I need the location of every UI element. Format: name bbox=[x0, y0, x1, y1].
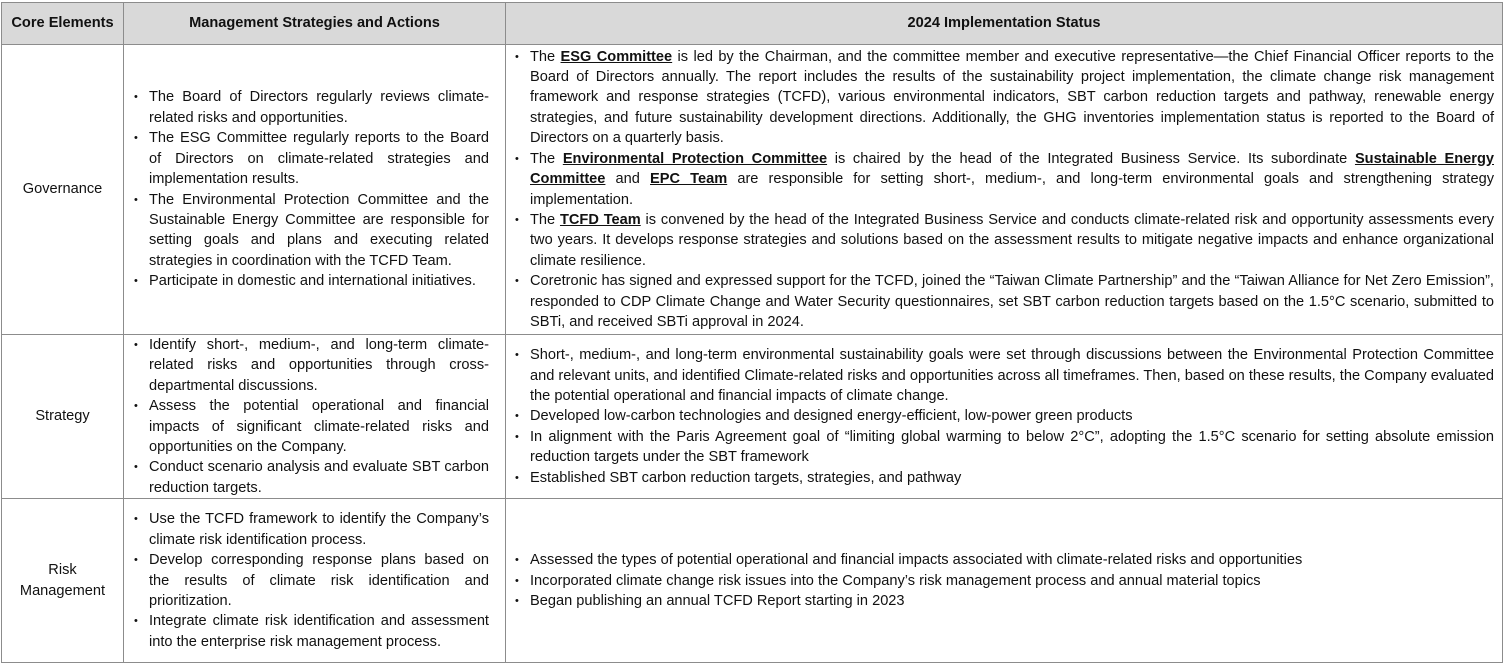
management-list bbox=[132, 509, 489, 652]
list-item: • Assessed the types of potential operational and financial impacts associated with climate-related risks and opportunities bbox=[513, 550, 1494, 570]
list-item: • Develop corresponding response plans based on the results of climate risk identification and prioritization. bbox=[132, 550, 489, 611]
list-item: • The ESG Committee is led by the Chairman, and the committee member and executive representative—the Chief Financial Officer reports to the Board of Directors annually. The report includes the results of the sustainability project implementation, the climate change risk management framework and response strategies (TCFD), various environmental indicators, SBT carbon reduction targets and pathway, renewable energy strategies, and future sustainability development directions. Additionally, the GHG inventories implementation status is reported to the Board of Directors on a quarterly basis. bbox=[513, 47, 1494, 149]
list-item: • Use the TCFD framework to identify the Company’s climate risk identification process. bbox=[132, 509, 489, 550]
status-list bbox=[513, 345, 1494, 488]
list-item: • Participate in domestic and international initiatives. bbox=[132, 271, 489, 291]
core-element-cell: Governance bbox=[2, 45, 124, 335]
list-item: • The Board of Directors regularly reviews climate-related risks and opportunities. bbox=[132, 87, 489, 128]
table-row-risk-management bbox=[2, 499, 1503, 663]
status-cell bbox=[506, 335, 1503, 499]
list-item: • Identify short-, medium-, and long-term climate-related risks and opportunities through cross-departmental discussions. bbox=[132, 335, 489, 396]
list-item: • Established SBT carbon reduction targets, strategies, and pathway bbox=[513, 468, 1494, 488]
epc-team-term: EPC Team bbox=[650, 171, 728, 188]
header-management-strategies: Management Strategies and Actions bbox=[124, 3, 506, 45]
table-row-strategy bbox=[2, 335, 1503, 499]
table-row-governance bbox=[2, 45, 1503, 335]
header-core-elements: Core Elements bbox=[2, 3, 124, 45]
list-item: • Developed low-carbon technologies and designed energy-efficient, low-power green products bbox=[513, 406, 1494, 426]
management-cell bbox=[124, 499, 506, 663]
list-item: • Incorporated climate change risk issues into the Company’s risk management process and annual material topics bbox=[513, 571, 1494, 591]
environmental-protection-committee-term: Environmental Protection Committee bbox=[562, 150, 828, 167]
tcfd-team-term: TCFD Team bbox=[559, 211, 641, 228]
management-cell bbox=[124, 45, 506, 335]
sustainable-energy-committee-term: Sustainable Energy Committee bbox=[530, 150, 1494, 188]
status-list bbox=[513, 47, 1494, 333]
esg-committee-term: ESG Committee bbox=[560, 48, 673, 65]
list-item: • Began publishing an annual TCFD Report starting in 2023 bbox=[513, 591, 1494, 611]
status-cell bbox=[506, 499, 1503, 663]
header-implementation-status: 2024 Implementation Status bbox=[506, 3, 1503, 45]
status-cell bbox=[506, 45, 1503, 335]
list-item: • The Environmental Protection Committee and the Sustainable Energy Committee are responsible for setting goals and plans and executing related strategies in coordination with the TCFD Team. bbox=[132, 190, 489, 272]
core-element-cell: Risk Management bbox=[2, 499, 124, 663]
list-item: • Integrate climate risk identification and assessment into the enterprise risk management process. bbox=[132, 611, 489, 652]
management-list bbox=[132, 87, 489, 291]
management-list bbox=[132, 335, 489, 498]
tcfd-table bbox=[1, 2, 1503, 663]
list-item: • Coretronic has signed and expressed support for the TCFD, joined the “Taiwan Climate Partnership” and the “Taiwan Alliance for Net Zero Emission”, responded to CDP Climate Change and Water Security questionnaires, set SBT carbon reduction targets based on the 1.5°C scenario, submitted to SBTi, and received SBTi approval in 2024. bbox=[513, 271, 1494, 332]
list-item: • In alignment with the Paris Agreement goal of “limiting global warming to below 2°C”, adopting the 1.5°C scenario for setting absolute emission reduction targets under the SBT framework bbox=[513, 427, 1494, 468]
list-item: • Short-, medium-, and long-term environmental sustainability goals were set through discussions between the Environmental Protection Committee and relevant units, and identified Climate-related risks and opportunities across all timeframes. Then, based on these results, the Company evaluated the potential operational and financial impacts of climate change. bbox=[513, 345, 1494, 406]
list-item: • The Environmental Protection Committee is chaired by the head of the Integrated Business Service. Its subordinate Sustainable Energy Committee and EPC Team are responsible for setting short-, medium-, and long-term environmental goals and strengthening strategy implementation. bbox=[513, 149, 1494, 210]
core-element-cell: Strategy bbox=[2, 335, 124, 499]
list-item: • The TCFD Team is convened by the head of the Integrated Business Service and conducts climate-related risk and opportunity assessments every two years. It develops response strategies and solutions based on the assessment results to mitigate negative impacts and enhance organizational climate resilience. bbox=[513, 210, 1494, 271]
management-cell bbox=[124, 335, 506, 499]
list-item: • The ESG Committee regularly reports to the Board of Directors on climate-related strategies and implementation results. bbox=[132, 128, 489, 189]
list-item: • Assess the potential operational and financial impacts of significant climate-related risks and opportunities on the Company. bbox=[132, 396, 489, 457]
header-row bbox=[2, 3, 1503, 45]
status-list bbox=[513, 550, 1494, 611]
list-item: • Conduct scenario analysis and evaluate SBT carbon reduction targets. bbox=[132, 457, 489, 498]
